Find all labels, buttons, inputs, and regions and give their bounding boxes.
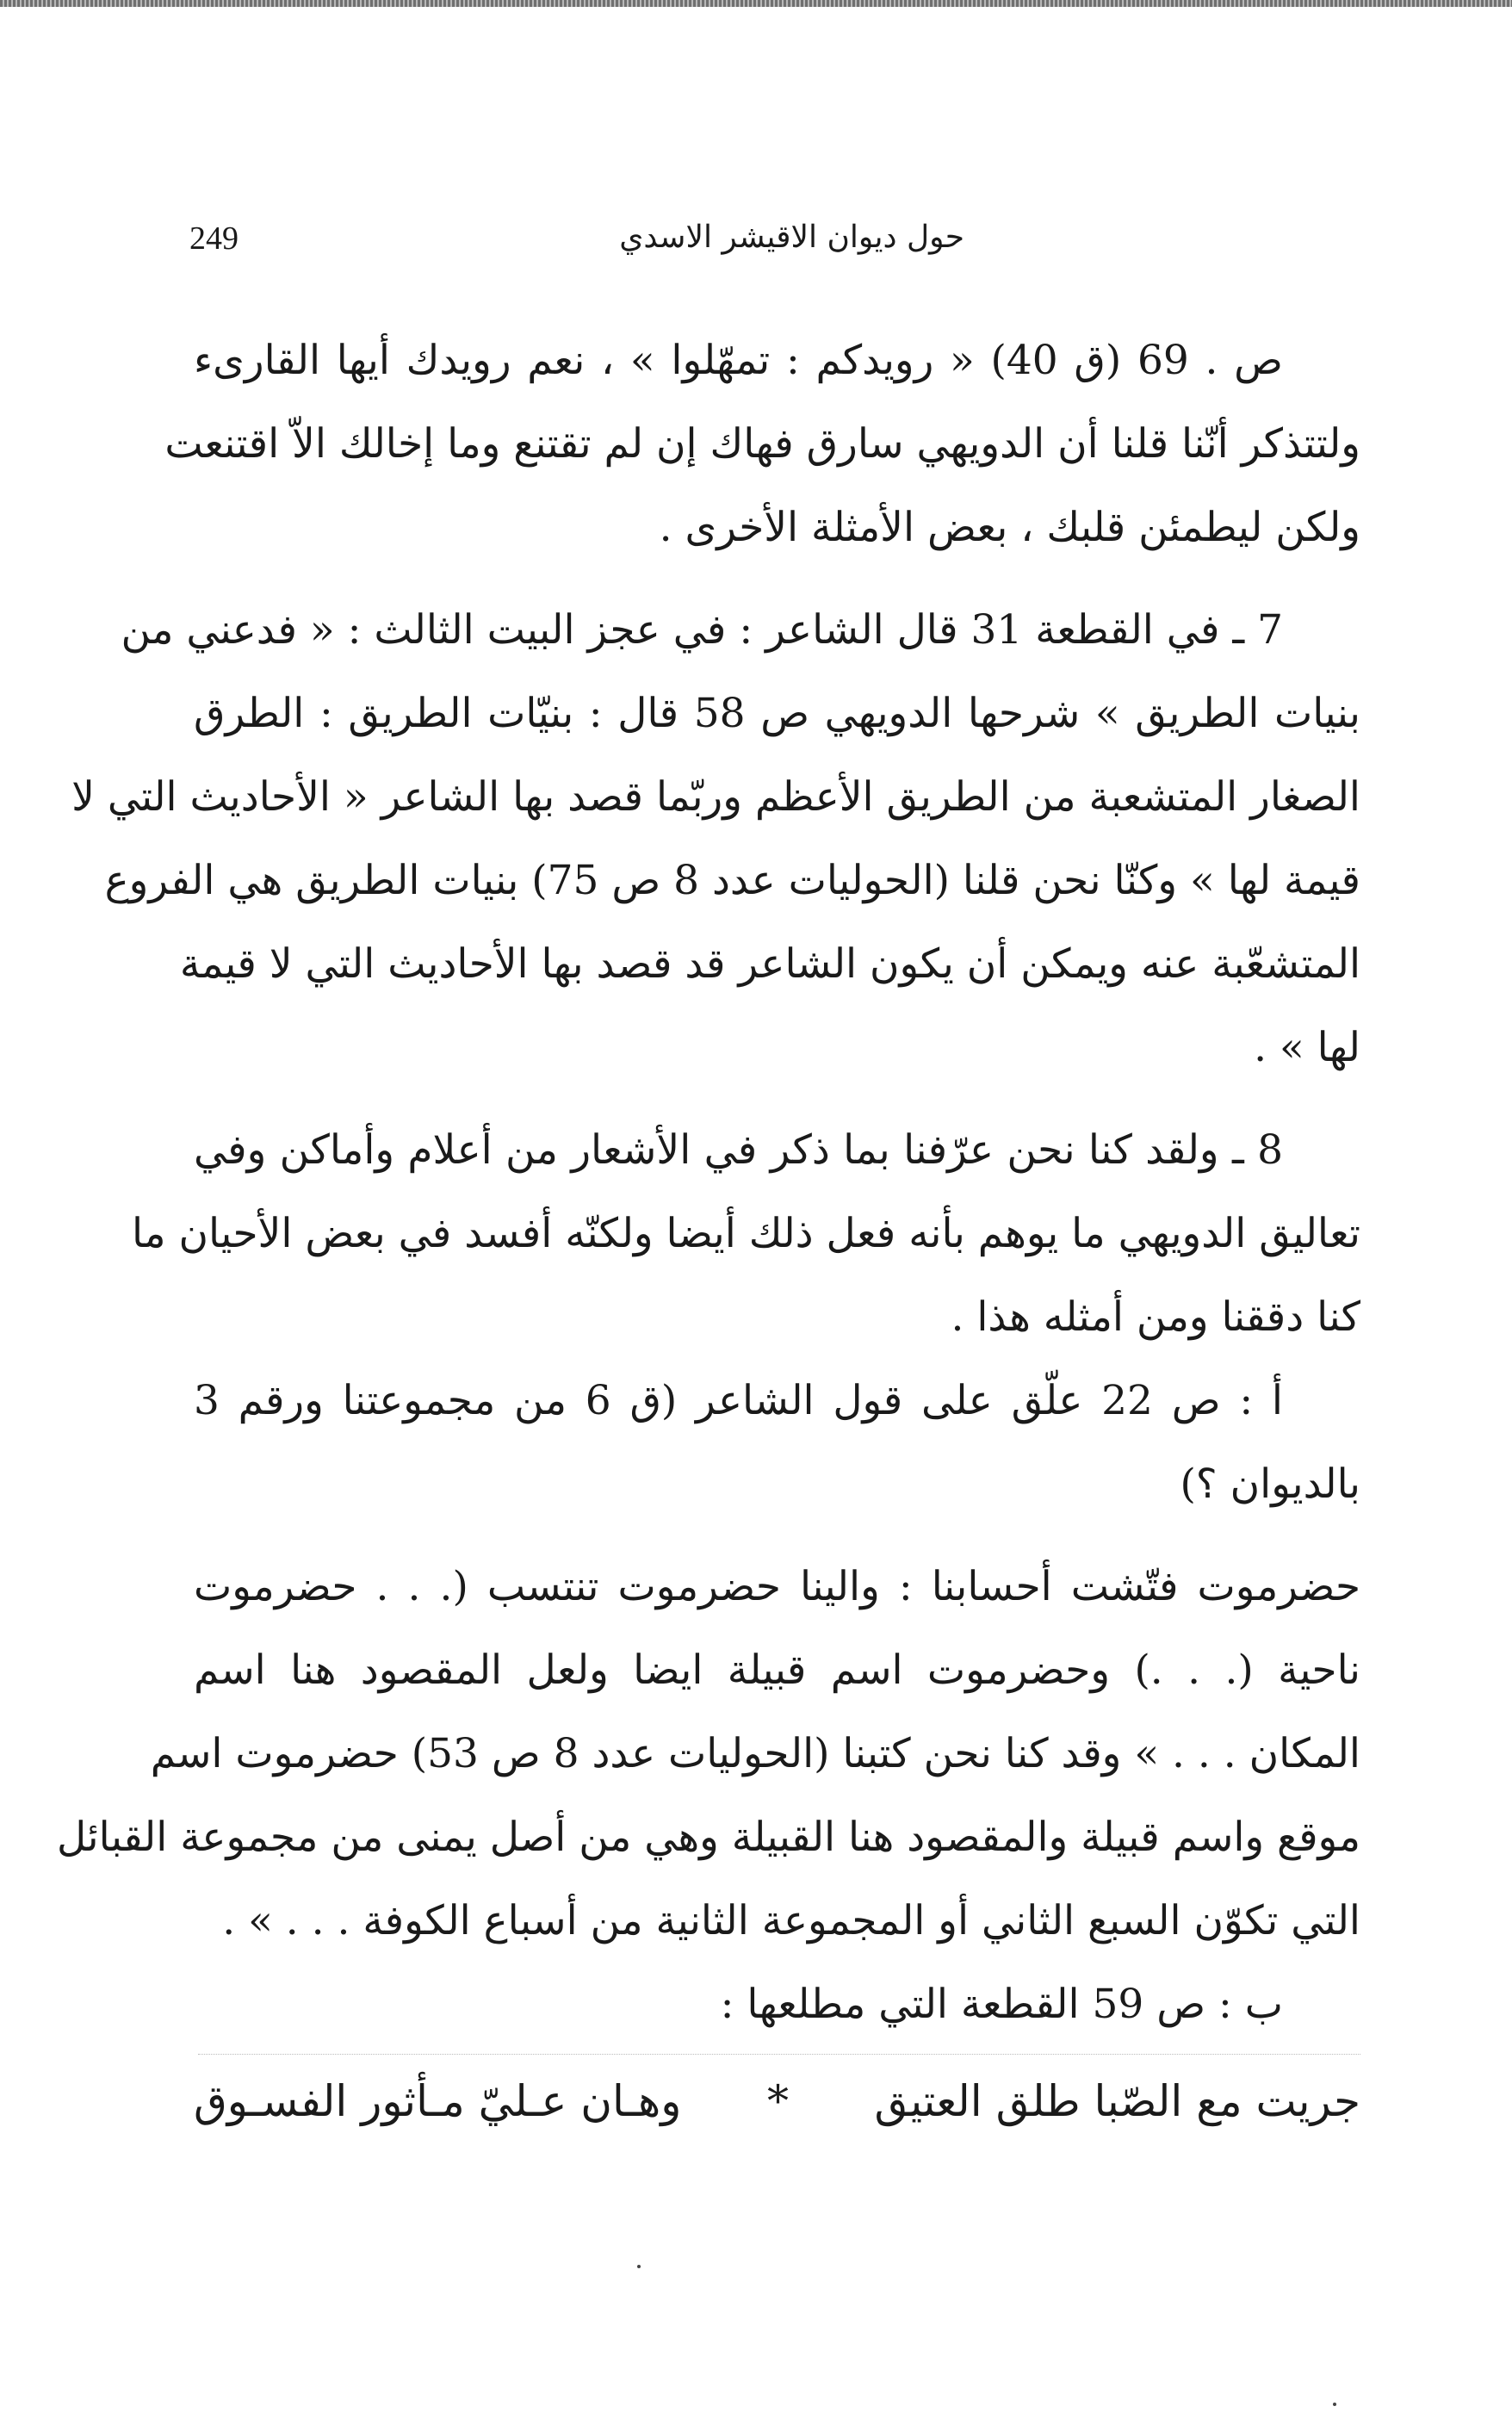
verse-first-hemistich: جريت مع الصّبا طلق العتيق (874, 2076, 1360, 2126)
paragraph (194, 1963, 1360, 2046)
text-line: ولتتذكر أنّنا قلنا أن الدويهي سارق فهاك إن لم تقتنع وما إخالك الاّ اقتنعت (164, 420, 1360, 468)
text-line: أ : ص 22 علّق على قول الشاعر (ق 6 من مجموعتنا ورقم 3 (194, 1377, 1283, 1424)
text-line: ولكن ليطمئن قلبك ، بعض الأمثلة الأخرى . (659, 504, 1360, 551)
page-number: 249 (189, 220, 239, 257)
paragraph (194, 1359, 1360, 1526)
text-line: المتشعّبة عنه ويمكن أن يكون الشاعر قد قصد بها الأحاديث التي لا قيمة (179, 940, 1360, 988)
text-line: بنيات الطريق » شرحها الدويهي ص 58 قال : بنيّات الطريق : الطرق (194, 690, 1360, 737)
text-line: ص . 69 (ق 40) « رويدكم : تمهّلوا » ، نعم رويدك أيها القارىء (194, 337, 1283, 384)
text-line: ب : ص 59 القطعة التي مطلعها : (720, 1981, 1283, 2028)
verse-divider (198, 2054, 1360, 2055)
paragraph (132, 1108, 1360, 1359)
page-header (189, 220, 1360, 280)
page-top-edge (0, 0, 1512, 7)
running-head: حول ديوان الاقيشر الاسدي (619, 220, 964, 255)
text-line: حضرموت فتّشت أحسابنا : والينا حضرموت تنتسب (. . . حضرموت (194, 1563, 1360, 1610)
text-line: تعاليق الدويهي ما يوهم بأنه فعل ذلك أيضا ولكنّه أفسد في بعض الأحيان ما (132, 1210, 1360, 1257)
verse-second-hemistich: وهـان عـليّ مـأثور الفسـوق (194, 2076, 682, 2126)
text-line: لها » . (1254, 1024, 1360, 1071)
poem-verse (194, 2062, 1360, 2140)
paragraph (71, 588, 1360, 1089)
text-line: موقع واسم قبيلة والمقصود هنا القبيلة وهي من أصل يمنى من مجموعة القبائل (56, 1814, 1360, 1861)
text-line: ناحية (. . .) وحضرموت اسم قبيلة ايضا ولعل المقصود هنا اسم (194, 1647, 1360, 1694)
text-line: قيمة لها » وكنّا نحن قلنا (الحوليات عدد 8 ص 75) بنيات الطريق هي الفروع (104, 857, 1360, 904)
text-line: المكان . . . » وقد كنا نحن كتبنا (الحوليات عدد 8 ص 53) حضرموت اسم (150, 1730, 1360, 1777)
text-line: بالديوان ؟) (1180, 1460, 1360, 1508)
paper-speck (637, 2265, 641, 2268)
paragraph (164, 319, 1360, 569)
paper-speck (1333, 2403, 1336, 2406)
text-line: 8 ـ ولقد كنا نحن عرّفنا بما ذكر في الأشعار من أعلام وأماكن وفي (194, 1126, 1283, 1174)
text-line: التي تكوّن السبع الثاني أو المجموعة الثانية من أسباع الكوفة . . . » . (222, 1897, 1360, 1944)
page-body (56, 319, 1360, 2046)
quoted-note (56, 1545, 1360, 1963)
text-line: الصغار المتشعبة من الطريق الأعظم وربّما قصد بها الشاعر « الأحاديث التي لا (71, 773, 1360, 821)
text-line: 7 ـ في القطعة 31 قال الشاعر : في عجز البيت الثالث : « فدعني من (121, 606, 1283, 654)
verse-separator: * (766, 2076, 789, 2126)
text-line: كنا دققنا ومن أمثله هذا . (951, 1293, 1360, 1341)
